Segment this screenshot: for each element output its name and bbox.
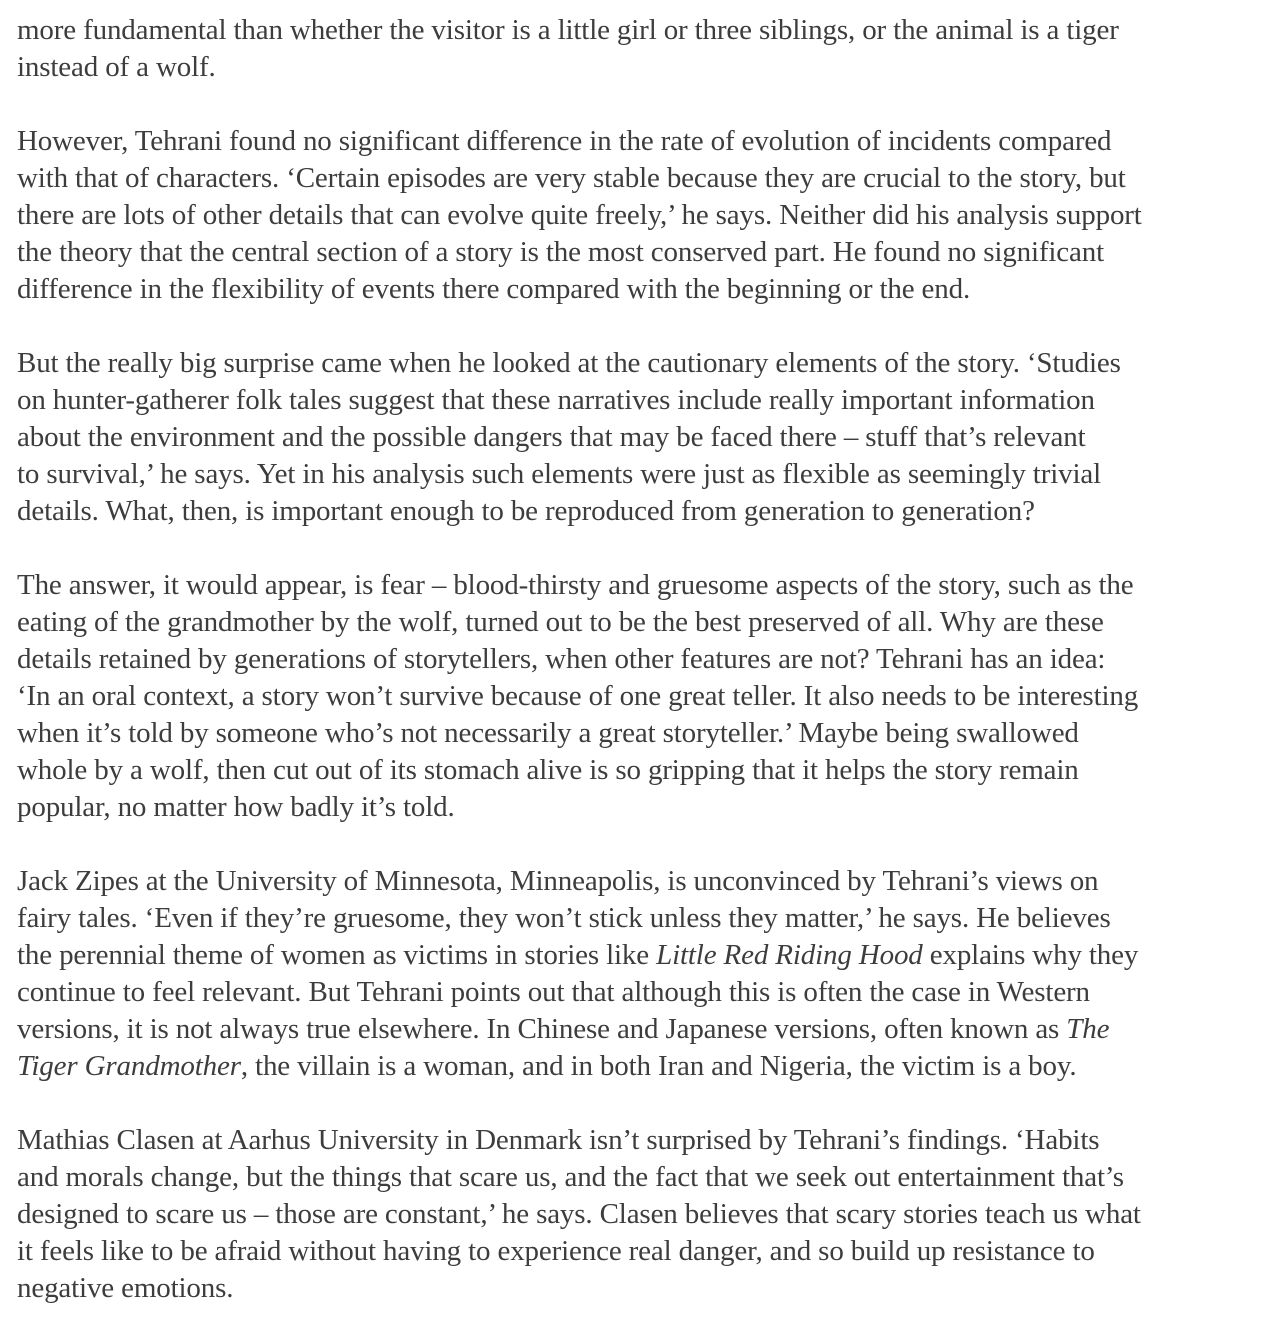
text-line xyxy=(17,419,1257,456)
text-line xyxy=(17,863,1257,900)
text-segment: and morals change, but the things that scare us, and the fact that we seek out entertainment that’s xyxy=(17,1161,1124,1193)
text-segment: there are lots of other details that can evolve quite freely,’ he says. Neither did his analysis support xyxy=(17,199,1142,231)
paragraph-p6 xyxy=(17,1122,1257,1307)
text-line xyxy=(17,752,1257,789)
text-segment: details retained by generations of storytellers, when other features are not? Tehrani has an idea: xyxy=(17,643,1106,675)
text-segment: popular, no matter how badly it’s told. xyxy=(17,791,455,823)
text-line xyxy=(17,604,1257,641)
paragraph-p1 xyxy=(17,12,1257,86)
text-segment: explains why they xyxy=(922,939,1139,971)
italic-title: The xyxy=(1066,1013,1110,1045)
text-segment: whole by a wolf, then cut out of its stomach alive is so gripping that it helps the story remain xyxy=(17,754,1079,786)
text-segment: more fundamental than whether the visitor is a little girl or three siblings, or the animal is a tiger xyxy=(17,14,1119,46)
text-line xyxy=(17,937,1257,974)
text-line xyxy=(17,641,1257,678)
text-segment: the theory that the central section of a story is the most conserved part. He found no significant xyxy=(17,236,1104,268)
paragraph-p4 xyxy=(17,567,1257,826)
text-line xyxy=(17,1270,1257,1307)
text-line xyxy=(17,197,1257,234)
text-line xyxy=(17,1196,1257,1233)
italic-title: Little Red Riding Hood xyxy=(656,939,923,971)
text-segment: versions, it is not always true elsewhere. In Chinese and Japanese versions, often known as xyxy=(17,1013,1067,1045)
text-segment: designed to scare us – those are constant,’ he says. Clasen believes that scary stories teach us what xyxy=(17,1198,1141,1230)
text-segment: The answer, it would appear, is fear – blood-thirsty and gruesome aspects of the story, such as the xyxy=(17,569,1134,601)
text-segment: details. What, then, is important enough to be reproduced from generation to generation? xyxy=(17,495,1035,527)
text-segment: fairy tales. ‘Even if they’re gruesome, they won’t stick unless they matter,’ he says. He believes xyxy=(17,902,1111,934)
text-line xyxy=(17,271,1257,308)
paragraph-p3 xyxy=(17,345,1257,530)
text-segment: negative emotions. xyxy=(17,1272,234,1304)
text-segment: when it’s told by someone who’s not necessarily a great storyteller.’ Maybe being swallowed xyxy=(17,717,1079,749)
text-line xyxy=(17,456,1257,493)
document-page xyxy=(17,12,1257,1344)
text-segment: instead of a wolf. xyxy=(17,51,216,83)
text-line xyxy=(17,1159,1257,1196)
text-segment: However, Tehrani found no significant difference in the rate of evolution of incidents compared xyxy=(17,125,1112,157)
text-line xyxy=(17,1233,1257,1270)
text-segment: But the really big surprise came when he looked at the cautionary elements of the story. ‘Studies xyxy=(17,347,1121,379)
text-segment: eating of the grandmother by the wolf, turned out to be the best preserved of all. Why are these xyxy=(17,606,1104,638)
text-line xyxy=(17,382,1257,419)
text-line xyxy=(17,1122,1257,1159)
text-line xyxy=(17,789,1257,826)
text-line xyxy=(17,12,1257,49)
text-segment: ‘In an oral context, a story won’t survive because of one great teller. It also needs to be interesting xyxy=(17,680,1139,712)
text-line xyxy=(17,567,1257,604)
text-line xyxy=(17,123,1257,160)
paragraph-p2 xyxy=(17,123,1257,308)
italic-title: Tiger Grandmother xyxy=(17,1050,241,1082)
text-line xyxy=(17,493,1257,530)
text-segment: on hunter-gatherer folk tales suggest that these narratives include really important information xyxy=(17,384,1095,416)
paragraph-p5 xyxy=(17,863,1257,1085)
text-line xyxy=(17,49,1257,86)
text-line xyxy=(17,1011,1257,1048)
text-line xyxy=(17,1048,1257,1085)
text-segment: about the environment and the possible dangers that may be faced there – stuff that’s relevant xyxy=(17,421,1086,453)
text-segment: Jack Zipes at the University of Minnesota, Minneapolis, is unconvinced by Tehrani’s views on xyxy=(17,865,1099,897)
text-line xyxy=(17,345,1257,382)
text-line xyxy=(17,678,1257,715)
text-segment: with that of characters. ‘Certain episodes are very stable because they are crucial to the story, but xyxy=(17,162,1126,194)
text-segment: the perennial theme of women as victims in stories like xyxy=(17,939,657,971)
text-segment: Mathias Clasen at Aarhus University in Denmark isn’t surprised by Tehrani’s findings. ‘Habits xyxy=(17,1124,1100,1156)
text-segment: it feels like to be afraid without having to experience real danger, and so build up resistance to xyxy=(17,1235,1095,1267)
text-segment: continue to feel relevant. But Tehrani points out that although this is often the case in Western xyxy=(17,976,1090,1008)
text-line xyxy=(17,974,1257,1011)
text-segment: to survival,’ he says. Yet in his analysis such elements were just as flexible as seemingly trivial xyxy=(17,458,1101,490)
text-line xyxy=(17,715,1257,752)
text-line xyxy=(17,160,1257,197)
text-line xyxy=(17,900,1257,937)
text-segment: , the villain is a woman, and in both Iran and Nigeria, the victim is a boy. xyxy=(240,1050,1077,1082)
text-line xyxy=(17,234,1257,271)
text-segment: difference in the flexibility of events there compared with the beginning or the end. xyxy=(17,273,971,305)
